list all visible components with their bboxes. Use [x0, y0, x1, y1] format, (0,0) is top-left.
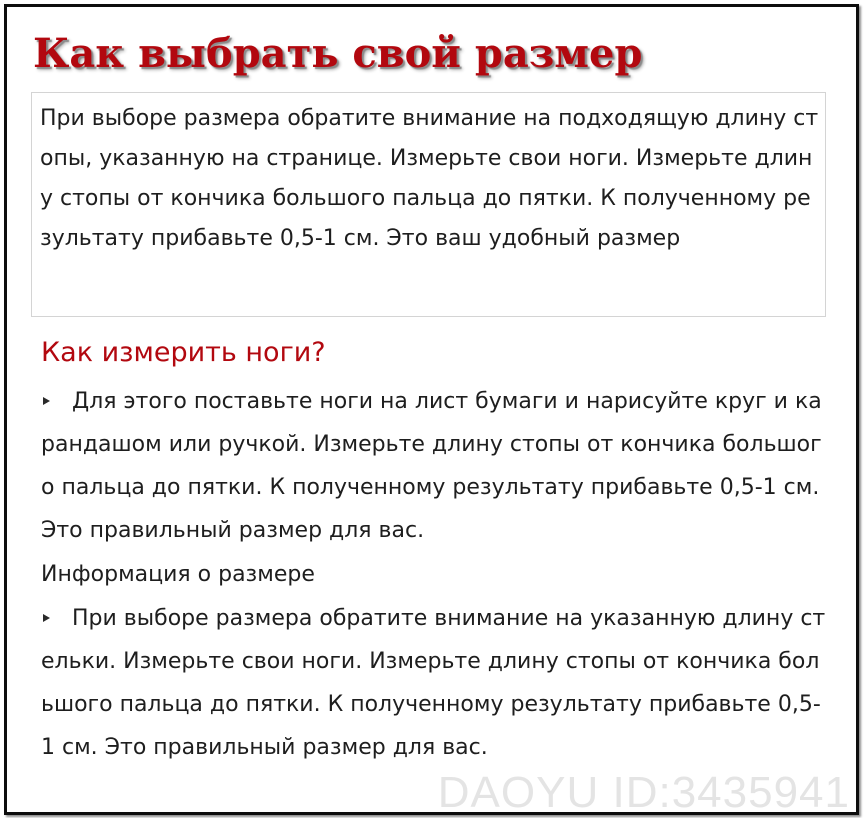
- intro-text: При выборе размера обратите внимание на подходящую длину стопы, указанную на странице. Измерьте свои ноги. Измерьте длину стопы от кончика большого пальца до пятки. К полученному результату прибавьте 0,5-1 см. Это ваш удобный размер: [40, 106, 819, 251]
- size-info-text: При выборе размера обратите внимание на указанную длину стельки. Измерьте свои ноги. Измерьте длину стопы от кончика большого пальца до пятки. К полученному результату прибавьте 0,5-1 см. Это правильный размер для вас.: [41, 606, 826, 760]
- measure-instructions: [41, 380, 831, 552]
- page-title: Как выбрать свой размер: [33, 30, 643, 77]
- intro-box: [31, 92, 826, 317]
- triangle-bullet-icon: [43, 397, 50, 405]
- measure-text: Для этого поставьте ноги на лист бумаги и нарисуйте круг и карандашом или ручкой. Измерьте длину стопы от кончика большого пальца до пятки. К полученному результату прибавьте 0,5-1 см. Это правильный размер для вас.: [41, 389, 822, 543]
- size-guide-card: [4, 4, 859, 815]
- size-info-instructions: [41, 597, 831, 769]
- measure-heading: Как измерить ноги?: [41, 337, 326, 368]
- triangle-bullet-icon: [43, 614, 50, 622]
- size-info-heading: Информация о размере: [41, 562, 315, 587]
- watermark: DAOYU ID:3435941: [437, 768, 850, 815]
